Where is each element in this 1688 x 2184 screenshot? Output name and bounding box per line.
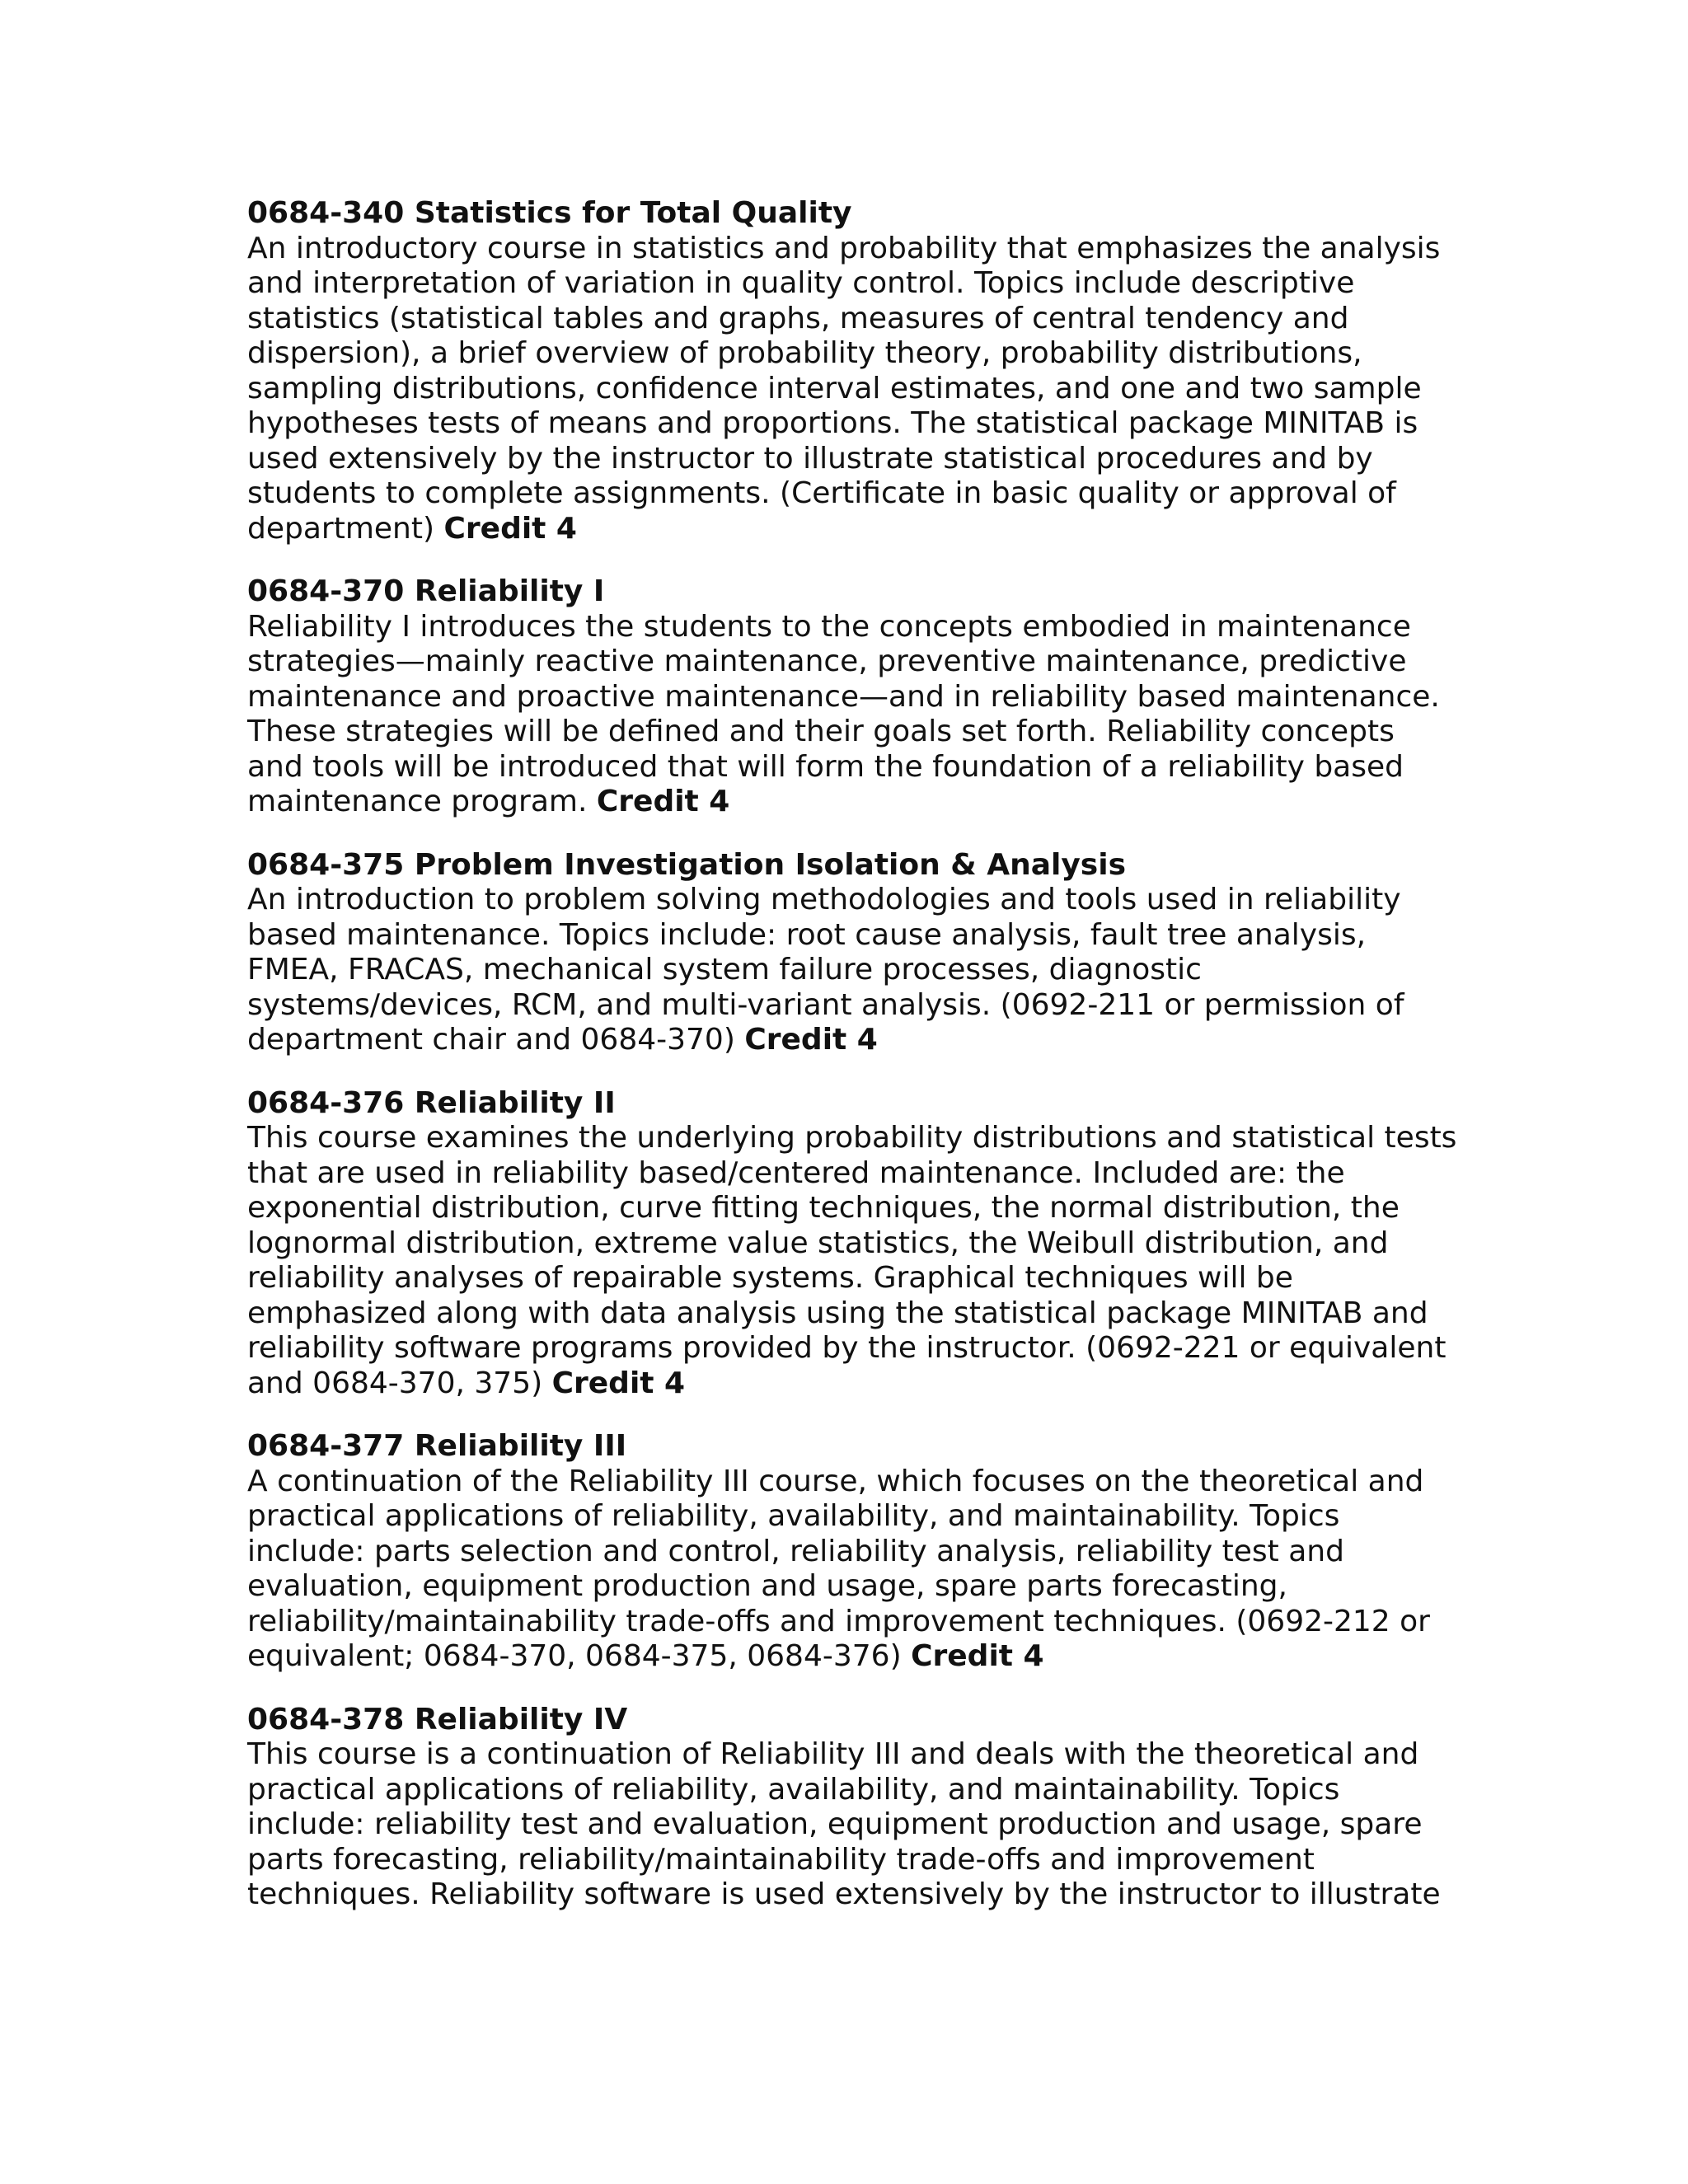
course-description: An introduction to problem solving methodologies and tools used in reliability based maintenance. Topics include: root cause analysis, fault tree analysis, FMEA, FRACAS, mechanical system failure processes, diagnostic systems/devices, RCM, and multi-variant analysis. (0692-211 or permission of department chair and 0684-370): [247, 883, 1404, 1057]
course-credit: Credit 4: [551, 1366, 686, 1400]
course-description: Reliability I introduces the students to the concepts embodied in maintenance strategies—mainly reactive maintenance, preventive maintenance, predictive maintenance and proactive maintenance—and in reliability based maintenance. These strategies will be defined and their goals set forth. Reliability concepts and tools will be introduced that will form the foundation of a reliability based maintenance program.: [247, 609, 1440, 818]
course-title: 0684-378 Reliability IV: [247, 1702, 628, 1736]
course-description: An introductory course in statistics and probability that emphasizes the analysis and interpretation of variation in quality control. Topics include descriptive statistics (statistical tables and graphs, measures of central tendency and dispersion), a brief overview of probability theory, probability distributions, sampling distributions, confidence interval estimates, and one and two sample hypotheses tests of means and proportions. The statistical package MINITAB is used extensively by the instructor to illustrate statistical procedures and by students to complete assignments. (Certificate in basic quality or approval of department): [247, 231, 1441, 546]
course-credit: Credit 4: [911, 1639, 1044, 1673]
course-listing: [247, 196, 1459, 1941]
course-title: 0684-375 Problem Investigation Isolation & Analysis: [247, 847, 1126, 882]
course-credit: Credit 4: [744, 1023, 878, 1057]
course-entry: [247, 1703, 1459, 1913]
course-title: 0684-377 Reliability III: [247, 1429, 627, 1463]
course-title: 0684-370 Reliability I: [247, 574, 605, 608]
course-title: 0684-340 Statistics for Total Quality: [247, 196, 852, 230]
course-entry: [247, 1086, 1459, 1402]
course-entry: [247, 1429, 1459, 1675]
course-description: A continuation of the Reliability III course, which focuses on the theoretical and practical applications of reliability, availability, and maintainability. Topics include: parts selection and control, reliability analysis, reliability test and evaluation, equipment production and usage, spare parts forecasting, reliability/maintainability trade-offs and improvement techniques. (0692-212 or equivalent; 0684-370, 0684-375, 0684-376): [247, 1464, 1430, 1673]
course-entry: [247, 848, 1459, 1058]
course-credit: Credit 4: [596, 785, 730, 818]
course-title: 0684-376 Reliability II: [247, 1085, 616, 1120]
course-description: This course is a continuation of Reliability III and deals with the theoretical and practical applications of reliability, availability, and maintainability. Topics include: reliability test and evaluation, equipment production and usage, spare parts forecasting, reliability/maintainability trade-offs and improvement techniques. Reliability software is used extensively by the instructor to illustrate: [247, 1737, 1441, 1911]
course-entry: [247, 196, 1459, 546]
course-credit: Credit 4: [443, 511, 577, 546]
course-entry: [247, 574, 1459, 820]
course-description: This course examines the underlying probability distributions and statistical tests that are used in reliability based/centered maintenance. Included are: the exponential distribution, curve fitting techniques, the normal distribution, the lognormal distribution, extreme value statistics, the Weibull distribution, and reliability analyses of repairable systems. Graphical techniques will be emphasized along with data analysis using the statistical package MINITAB and reliability software programs provided by the instructor. (0692-221 or equivalent and 0684-370, 375): [247, 1121, 1457, 1400]
